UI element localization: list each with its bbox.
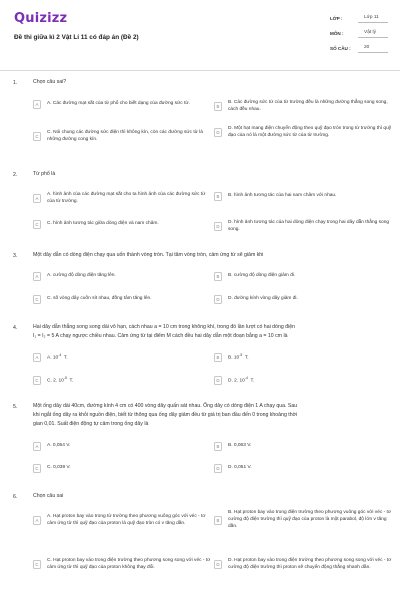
option-letter: A <box>33 100 41 109</box>
option-text: D. 2. $10^{-4}$ T. <box>228 376 255 384</box>
question-number: 2. <box>13 172 18 178</box>
option-letter: C <box>33 560 41 569</box>
option-c[interactable] <box>33 558 213 572</box>
question-text: Chọn câu sai? <box>33 79 67 85</box>
option-text: B. Các đường sức từ của từ trường đều là những đường thẳng song song, cách đều nhau. <box>228 100 388 112</box>
question-text-line-2: khi ngắt ống dây ra khỏi nguồn điện, biết từ thông qua ống dây giảm đều từ giá trị ban đầu đến 0 trong khoảng thời <box>33 412 298 418</box>
document-title: Đề thi giữa kì 2 Vật Lí 11 có đáp án (Đề 2) <box>14 34 139 41</box>
option-b[interactable] <box>214 100 394 114</box>
option-d[interactable] <box>214 220 394 234</box>
question-number: 1. <box>13 80 18 86</box>
option-d[interactable] <box>214 295 394 304</box>
option-text: A. cường độ dòng điện tăng lên. <box>47 273 116 279</box>
option-letter: C <box>33 464 41 473</box>
option-b[interactable] <box>214 192 394 201</box>
option-letter: C <box>33 220 41 229</box>
option-letter: A <box>33 442 41 451</box>
option-text: C. Nói chung các đường sức điện thì không kín, còn các đường sức từ là những đường cong kín. <box>47 130 203 142</box>
header-divider <box>0 70 400 71</box>
option-letter: D <box>214 464 222 473</box>
option-text: D. Một hạt mang điện chuyển động theo quỹ đạo tròn trong từ trường thì quỹ đạo của nó là một đường sức từ của từ trường. <box>228 126 392 138</box>
option-letter: B <box>214 442 222 451</box>
option-text: C. 0,039 V. <box>47 465 71 471</box>
option-text: A. hình ảnh của các đường mạt sắt cho ta hình ảnh của các đường sức từ của từ trường. <box>47 192 206 204</box>
question-text-line-3: gian 0,01. Suất điện động tự cảm trong ống dây là <box>33 421 149 427</box>
option-c[interactable] <box>33 464 213 473</box>
question-text: Từ phổ là <box>33 171 56 177</box>
option-letter: D <box>214 295 222 304</box>
question-text: Chọn câu sai <box>33 493 64 499</box>
option-text: C. Hạt proton bay vào trong điện trường theo phương song song với véc - tơ cảm ứng từ thì quỹ đạo của proton không thay đổi. <box>47 558 211 570</box>
option-text: C. 2. $10^{-5}$ T. <box>47 376 74 384</box>
option-text: A. 0,054 V. <box>47 443 71 449</box>
meta-value-subject: Vật lý <box>358 30 388 38</box>
option-letter: A <box>33 194 41 203</box>
option-letter: B <box>214 516 222 525</box>
option-letter: C <box>33 295 41 304</box>
option-text: D. 0,051 V. <box>228 465 252 471</box>
option-text: B. Hạt proton bay vào trong điện trường theo phương vuông góc với véc - tơ cường độ điện trường thì quỹ đạo của proton là một parabol, độ lớn v tăng dần. <box>228 510 392 529</box>
option-letter: B <box>214 102 222 111</box>
option-a[interactable] <box>33 514 213 528</box>
option-c[interactable] <box>33 375 213 385</box>
option-d[interactable] <box>214 464 394 473</box>
option-letter: B <box>214 272 222 281</box>
question-text-line-1: Một ống dây dài 40cm, đường kính 4 cm có 400 vòng dây quấn sát nhau. Ống dây có dòng điện 1 A chạy qua. Sau <box>33 403 298 409</box>
option-b[interactable] <box>214 352 394 362</box>
option-text: B. $10^{-5}$ T. <box>228 353 249 361</box>
question-number: 4. <box>13 325 18 331</box>
option-text: D. đường kính vòng dây giảm đi. <box>228 296 298 302</box>
meta-value-count: 20 <box>358 45 388 53</box>
option-b[interactable] <box>214 442 394 451</box>
option-text: D. hình ảnh tương tác của hai dòng điện chạy trong hai dây dẫn thẳng song song. <box>228 220 390 232</box>
option-c[interactable] <box>33 130 213 144</box>
option-text: B. 0,063 V. <box>228 443 252 449</box>
meta-label-count: SỐ CÂU : <box>330 46 351 51</box>
option-text: A. $10^{-4}$ T. <box>47 353 68 361</box>
option-text: A. Các đường mạt sắt của từ phổ cho biết dạng của đường sức từ. <box>47 101 190 107</box>
option-letter: A <box>33 353 41 362</box>
option-letter: C <box>33 132 41 141</box>
question-text-line-1: Hai dây dẫn thẳng song song dài vô hạn, cách nhau a = 10 cm trong không khí, trong đó lần lượt có hai dòng điện <box>33 324 295 330</box>
meta-label-subject: MÔN : <box>330 31 344 36</box>
option-letter: C <box>33 376 41 385</box>
option-text: B. hình ảnh tương tác của hai nam châm với nhau. <box>228 193 337 199</box>
option-letter: D <box>214 376 222 385</box>
question-text: Một dây dẫn có dòng điện chạy qua uốn thành vòng tròn. Tại tâm vòng tròn, cảm ứng từ sẽ giảm khi <box>33 252 264 258</box>
quizizz-logo: Quizizz <box>14 11 68 26</box>
meta-value-class: Lớp 11 <box>358 15 388 23</box>
option-text: C. số vòng dây cuốn sít nhau, đồng tâm tăng lên. <box>47 296 152 302</box>
option-text: C. hình ảnh tương tác giữa dòng điện và nam châm. <box>47 221 159 227</box>
question-number: 5. <box>13 404 18 410</box>
option-c[interactable] <box>33 295 213 304</box>
option-a[interactable] <box>33 100 213 109</box>
option-c[interactable] <box>33 220 213 229</box>
option-letter: D <box>214 128 222 137</box>
question-text-line-2: I₁ = I₂ = 5 A chạy ngược chiều nhau. Cảm ứng từ tại điểm M cách đều hai dây dẫn một đoạn bằng a = 10 cm là <box>33 333 288 339</box>
option-a[interactable] <box>33 442 213 451</box>
question-number: 6. <box>13 494 18 500</box>
option-letter: B <box>214 353 222 362</box>
option-d[interactable] <box>214 558 394 572</box>
option-letter: A <box>33 516 41 525</box>
option-text: B. cường độ dòng điện giảm đi. <box>228 273 296 279</box>
option-text: D. Hạt proton bay vào trong điện trường theo phương song song với véc - tơ cường độ điện trường thì proton sẽ chuyển động thẳng nhanh dần. <box>228 558 392 570</box>
meta-label-class: LỚP : <box>330 16 343 21</box>
option-d[interactable] <box>214 126 394 140</box>
option-text: A. Hạt proton bay vào trong từ trường theo phương vuông góc với véc - tơ cảm ứng từ thì quỹ đạo của proton là quỹ đạo tròn có v tăng dần. <box>47 514 206 526</box>
option-b[interactable] <box>214 272 394 281</box>
option-d[interactable] <box>214 375 394 385</box>
option-letter: D <box>214 560 222 569</box>
option-b[interactable] <box>214 510 394 530</box>
option-letter: A <box>33 272 41 281</box>
option-a[interactable] <box>33 272 213 281</box>
question-number: 3. <box>13 253 18 259</box>
option-a[interactable] <box>33 192 213 206</box>
option-letter: B <box>214 192 222 201</box>
document-header <box>0 0 400 64</box>
option-a[interactable] <box>33 352 213 362</box>
option-letter: D <box>214 222 222 231</box>
